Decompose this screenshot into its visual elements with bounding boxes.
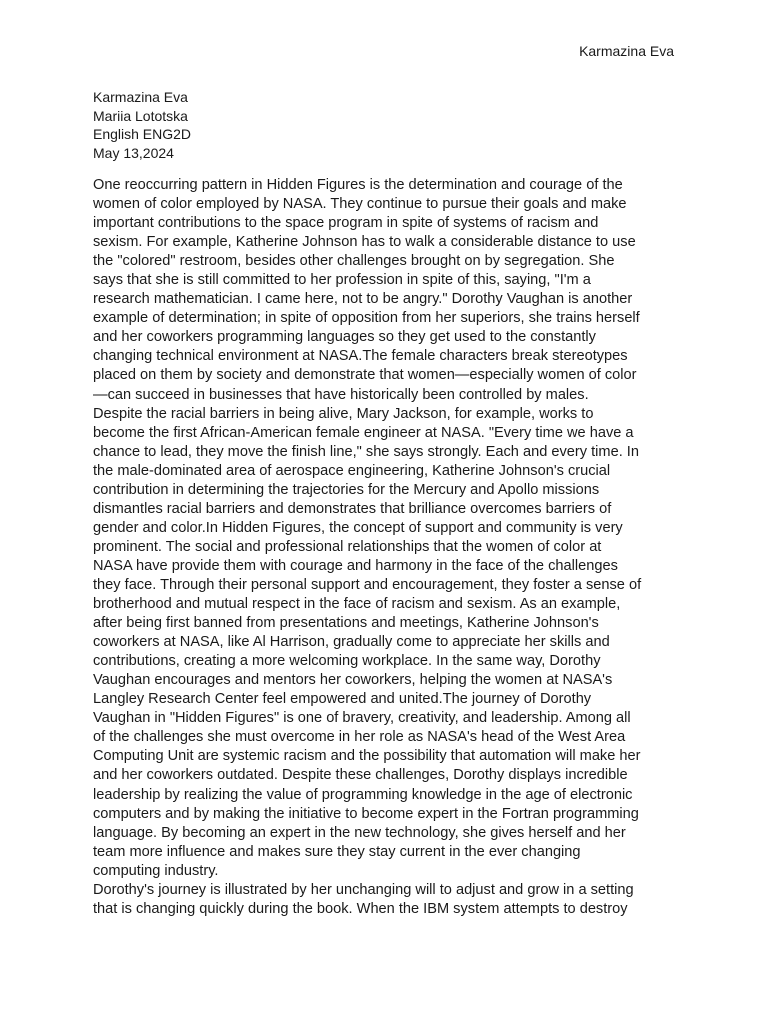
body-line: contribution in determining the trajectories for the Mercury and Apollo missions: [93, 481, 600, 498]
body-line: leadership by realizing the value of programming knowledge in the age of electronic: [93, 786, 633, 803]
body-line: placed on them by society and demonstrate that women—especially women of color: [93, 367, 637, 384]
body-line: sexism. For example, Katherine Johnson has to walk a considerable distance to use: [93, 234, 636, 251]
body-line: team more influence and makes sure they stay current in the ever changing: [93, 843, 581, 860]
body-line: after being first banned from presentations and meetings, Katherine Johnson's: [93, 615, 599, 632]
body-line: Vaughan in "Hidden Figures" is one of bravery, creativity, and leadership. Among all: [93, 710, 631, 727]
body-line: they face. Through their personal support and encouragement, they foster a sense of: [93, 576, 642, 593]
essay-date: May 13,2024: [93, 144, 174, 161]
body-line: and her coworkers outdated. Despite these challenges, Dorothy displays incredible: [93, 767, 628, 784]
body-line: the male-dominated area of aerospace engineering, Katherine Johnson's crucial: [93, 462, 611, 479]
body-line: that is changing quickly during the book. When the IBM system attempts to destroy: [93, 900, 628, 917]
body-line: computers and by making the initiative to become expert in the Fortran programming: [93, 805, 639, 822]
body-line: women of color employed by NASA. They continue to pursue their goals and make: [93, 196, 627, 213]
body-line: says that she is still committed to her profession in spite of this, saying, "I'm a: [93, 272, 591, 289]
body-line: —can succeed in businesses that have historically been controlled by males.: [93, 386, 589, 403]
body-line: language. By becoming an expert in the new technology, she gives herself and her: [93, 824, 626, 841]
body-line: contributions, creating a more welcoming workplace. In the same way, Dorothy: [93, 653, 601, 670]
body-line: important contributions to the space program in spite of systems of racism and: [93, 215, 599, 232]
body-line: Langley Research Center feel empowered and united.The journey of Dorothy: [93, 691, 592, 708]
teacher-name: Mariia Lototska: [93, 107, 188, 124]
body-line: gender and color.In Hidden Figures, the concept of support and community is very: [93, 519, 623, 536]
body-line: of the challenges she must overcome in her role as NASA's head of the West Area: [93, 729, 626, 746]
body-line: Vaughan encourages and mentors her coworkers, helping the women at NASA's: [93, 672, 613, 689]
essay-heading-block: [93, 88, 191, 162]
body-line: research mathematician. I came here, not to be angry." Dorothy Vaughan is another: [93, 291, 633, 308]
body-line: Despite the racial barriers in being alive, Mary Jackson, for example, works to: [93, 405, 594, 422]
body-line: changing technical environment at NASA.The female characters break stereotypes: [93, 348, 628, 365]
body-line: Dorothy's journey is illustrated by her unchanging will to adjust and grow in a setting: [93, 881, 634, 898]
body-line: dismantles racial barriers and demonstrates that brilliance overcomes barriers of: [93, 500, 612, 517]
body-line: Computing Unit are systemic racism and the possibility that automation will make her: [93, 748, 641, 765]
body-line: One reoccurring pattern in Hidden Figures is the determination and courage of the: [93, 177, 623, 193]
body-line: NASA have provide them with courage and harmony in the face of the challenges: [93, 557, 618, 574]
body-line: example of determination; in spite of opposition from her superiors, she trains herself: [93, 310, 640, 327]
body-line: and her coworkers programming languages so they get used to the constantly: [93, 329, 596, 346]
body-line: computing industry.: [93, 862, 219, 879]
student-name: Karmazina Eva: [93, 89, 188, 105]
essay-body: [93, 176, 679, 919]
course-name: English ENG2D: [93, 126, 192, 142]
body-line: chance to lead, they move the finish line," she says strongly. Each and every time. In: [93, 443, 639, 460]
page-header-author: Karmazina Eva: [579, 43, 674, 59]
body-line: prominent. The social and professional relationships that the women of color at: [93, 538, 602, 555]
body-line: brotherhood and mutual respect in the face of racism and sexism. As an example,: [93, 596, 621, 613]
body-line: the "colored" restroom, besides other challenges brought on by segregation. She: [93, 253, 615, 270]
body-line: become the first African-American female engineer at NASA. "Every time we have a: [93, 424, 634, 441]
body-line: coworkers at NASA, like Al Harrison, gradually come to appreciate her skills and: [93, 634, 610, 651]
